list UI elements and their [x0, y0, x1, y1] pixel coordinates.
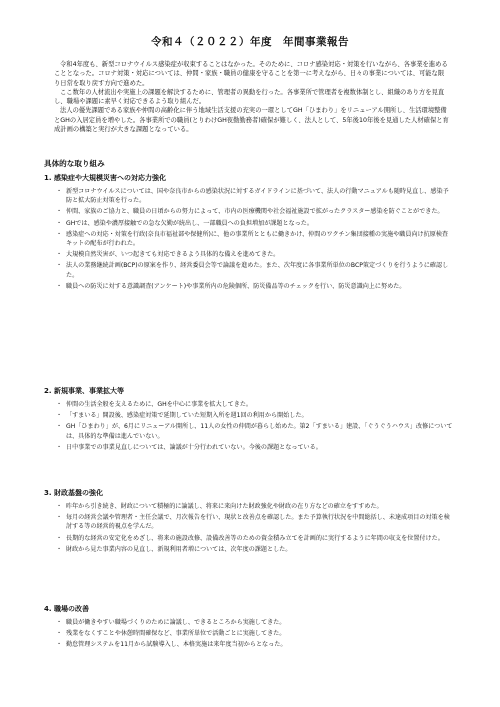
section-title: 2. 新規事業、事業拡大等 [44, 387, 124, 395]
list-item: ・ 感染症への対応・対策を行政(奈良市福祉部や保健所)に、他の事業所とともに働きかけ、仲間のワクチン集団接種の実施や職員向け抗原検査キットの配布が行われた。 [60, 230, 454, 248]
intro-paragraph: 令和4年度も、新型コロナウイルス感染症が収束することはなかった。そのために、コロナ感染対応・対策を行いながら、各事業を進めることとなった。コロナ対策・対応については、仲間・家族・職員の健康を守ることを第一に考えながら、日々の事業については、可能な限り日常を取り戻す方向で進めた。 [54, 61, 448, 87]
list-item: ・ 職員への防災に対する意識調査(アンケート)や事業所内の危険個所、防災備品等のチェックを行い、防災意識向上に努めた。 [60, 282, 454, 291]
list-item: ・ 新型コロナウイルスについては、国や奈良市からの感染状況に対するガイドラインに基づいて、法人の行動マニュアルも随時見直し、感染予防と拡大防止対策を行った。 [60, 187, 454, 205]
section-title: 4. 職場の改善 [44, 605, 89, 613]
list-item: ・ GH「ひまわり」が、6月にリニューアル開所し、11人の女性の仲間が暮らし始めた。第2「すまいる」建設、「ぐうぐうハウス」改修については、具体的な準備は進んでいない。 [60, 422, 454, 440]
list-item: ・ 日中事業での事業見直しについては、論議が十分行われていない。今後の課題となっている。 [60, 443, 454, 452]
main-heading: 具体的な取り組み [44, 159, 105, 168]
list-item: ・ 長期的な経営の安定化をめざし、将来の施設改修、設備改善等のための資金積み立てを計画的に実行するように年間の収支を位置付けた。 [60, 534, 454, 543]
list-item: ・ 毎月の経営会議や管理者・主任会議で、月次報告を行い、現状と改善点を確認した。また予算執行状況を中間総括し、未達成項目の対策を検討する等の経営的視点を学んだ。 [60, 513, 454, 531]
list-item: ・ GHでは、感染や濃厚接触での急な欠勤が続出し、一部職員への負担増加が課題となった。 [60, 219, 454, 228]
section-title: 3. 財政基盤の強化 [44, 489, 103, 497]
list-item: ・ 法人の業務継続計画(BCP)の原案を作り、経営委員会等で論議を進めた。また、次年度に各事業所単位のBCP策定づくりを行うように確認した。 [60, 261, 454, 279]
section-list [44, 400, 454, 452]
page-title: 令和４（２０２２）年度 年間事業報告 [151, 36, 349, 48]
section-new-business [44, 386, 454, 454]
list-item: ・ 職員が働きやすい職場づくりのために論議し、できるところから実施してきた。 [60, 618, 454, 627]
list-item: ・ 「すまいる」開設後、感染症対策で延期していた短期入所を週1回の利用から開始した。 [60, 411, 454, 420]
section-infection-disaster [44, 173, 454, 293]
list-item: ・ 昨年から引き続き、財政について積極的に論議し、将来に来向けた財政強化や財政の在り方などの確立をすすめた。 [60, 502, 454, 511]
section-title: 1. 感染症や大規模災害への対応力強化 [44, 174, 166, 182]
section-list [44, 618, 454, 650]
section-financial [44, 488, 454, 556]
list-item: ・ 仲間の生活全般を支えるために、GHを中心に事業を拡大してきた。 [60, 400, 454, 409]
intro-paragraph: 法人の優先課題である家族や仲間の高齢化に伴う地域生活支援の充実の一環としてGH「ひまわり」をリニューアル開所し、生活環境整備とGHの入居定員を増やした。各事業所での職員(とりわけGH夜勤勤務者)確保が難しく、法人として、5年後10年後を見通した人材確保と育成計画の構築と実行が大きな課題となっている。 [54, 107, 449, 134]
intro-paragraph: ここ数年の人材流出や実施上の課題を解決するために、管理者の異動を行った。各事業所で管理者を複数体制とし、組織のあり方を見直し、職場や課題に素早く対応できるよう取り組んだ。 [54, 88, 445, 106]
list-item: ・ 財政から見た事業内容の見直し、新規利用者増については、次年度の課題とした。 [60, 545, 454, 554]
section-list [44, 502, 454, 554]
list-item: ・ 残業をなくすことや休憩時間確保など、事業所単位で活動ごとに実施してきた。 [60, 629, 454, 638]
list-item: ・ 勤怠管理システムを11月から試験導入し、本格実施は来年度当初からとなった。 [60, 640, 454, 649]
section-list [44, 187, 454, 291]
section-workplace [44, 604, 454, 652]
list-item: ・ 大規模自然災害が、いつ起きても対応できるよう具体的な備えを進めてきた。 [60, 250, 454, 259]
list-item: ・ 仲間、家族のご協力と、職員の日頃からの努力によって、市内の医療機関や社会福祉施設で拡がったクラスター感染を防ぐことができた。 [60, 207, 454, 216]
intro-paragraphs [54, 60, 450, 134]
